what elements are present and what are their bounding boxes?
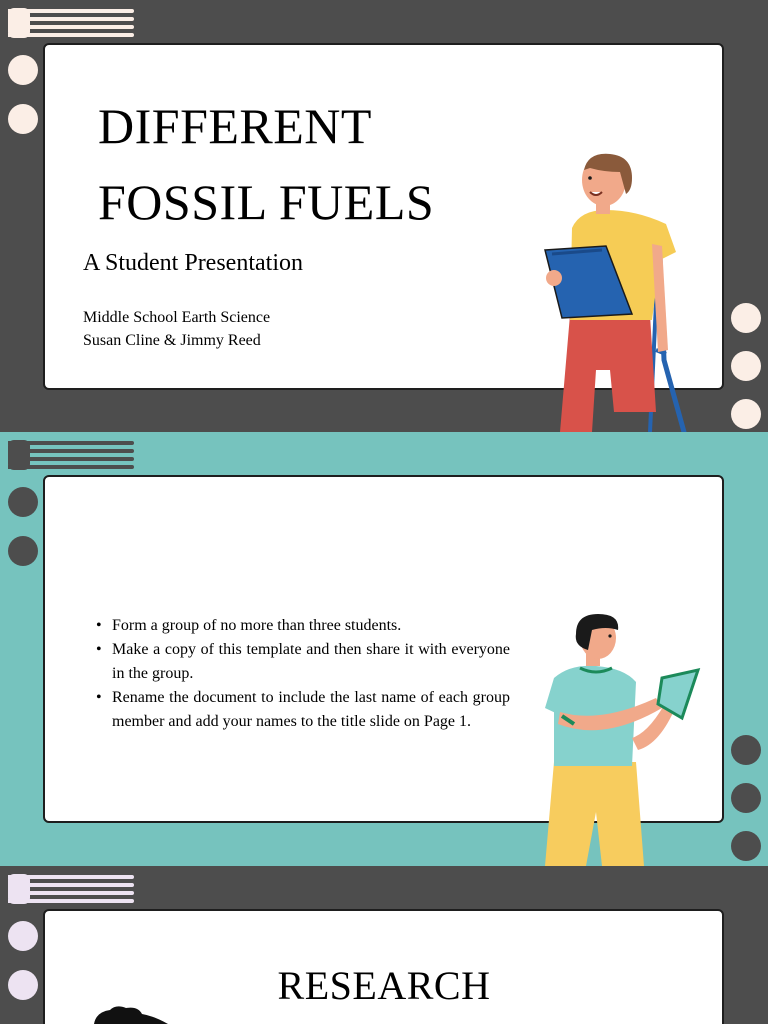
title-line-2: FOSSIL FUELS (98, 174, 435, 230)
decorative-dot (8, 104, 38, 134)
student-with-tablet-and-crutch-illustration (540, 150, 690, 432)
decorative-dot (8, 487, 38, 517)
slide-title (0, 0, 768, 432)
title-line-1: DIFFERENT (98, 98, 372, 154)
list-item: • Form a group of no more than three students. (96, 614, 510, 638)
slide-instructions (0, 432, 768, 866)
decorative-dot (731, 351, 761, 381)
decorative-stripes (8, 9, 136, 37)
research-title: RESEARCH (277, 963, 491, 1008)
decorative-dot (8, 921, 38, 951)
decorative-dot (731, 303, 761, 333)
list-item: • Rename the document to include the last name of each group member and add your names to the title slide on Page 1. (96, 686, 510, 734)
decorative-dot (8, 55, 38, 85)
decorative-stripes (8, 875, 136, 903)
student-with-tablet-illustration (540, 612, 705, 866)
instruction-list (96, 614, 510, 734)
decorative-dot (8, 536, 38, 566)
decorative-stripes (8, 441, 136, 469)
decorative-dot (731, 831, 761, 861)
decorative-dot (731, 735, 761, 765)
slide-title-heading (98, 88, 434, 240)
slide-subtitle: A Student Presentation (83, 250, 303, 276)
list-item: • Make a copy of this template and then share it with everyone in the group. (96, 638, 510, 686)
decorative-dot (731, 399, 761, 429)
decorative-dot (731, 783, 761, 813)
course-name: Middle School Earth Science (83, 309, 271, 326)
author-names: Susan Cline & Jimmy Reed (83, 332, 261, 349)
